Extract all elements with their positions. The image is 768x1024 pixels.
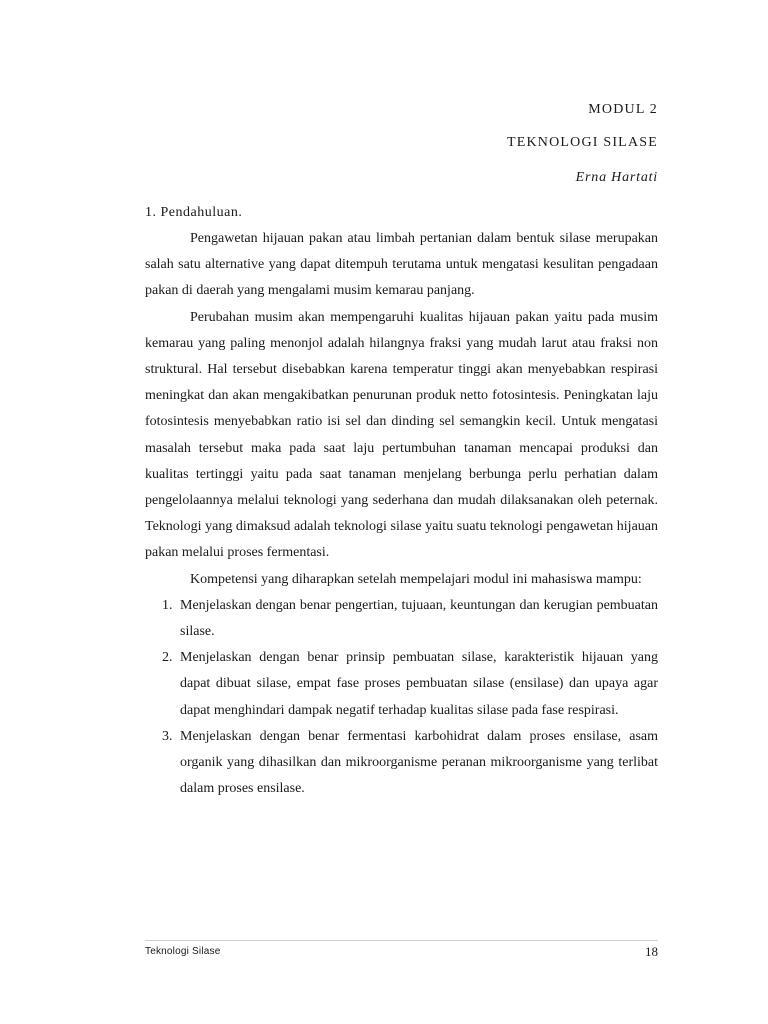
section-heading: 1. Pendahuluan. [145,205,243,220]
paragraph-3: Kompetensi yang diharapkan setelah mempelajari modul ini mahasiswa mampu: [190,571,642,587]
list-item-text: Menjelaskan dengan benar prinsip pembuatan silase, karakteristik hijauan yang dapat dibuat silase, empat fase proses pembuatan silase (ensilase) dan upaya agar dapat menghindari dampak negatif terhadap kualitas silase pada fase respirasi. [180,650,658,718]
list-item-number: 1. [162,597,173,613]
list-item [145,645,658,724]
paragraph-1: Pengawetan hijauan pakan atau limbah pertanian dalam bentuk silase merupakan salah satu alternative yang dapat ditempuh terutama untuk mengatasi kesulitan pengadaan pakan di daerah yang mengalami musim kemarau panjang. [145,231,658,299]
list-item [145,593,658,645]
module-label: MODUL 2 [588,102,658,117]
list-item [145,724,658,803]
page-number: 18 [645,944,658,959]
paragraph-2: Perubahan musim akan mempengaruhi kualitas hijauan pakan yaitu pada musim kemarau yang paling menonjol adalah hilangnya fraksi yang mudah larut atau fraksi non struktural. Hal tersebut disebabkan karena temperatur tinggi akan menyebabkan respirasi meningkat dan akan mengakibatkan penurunan produk netto fotosintesis. Peningkatan laju fotosintesis menyebabkan ratio isi sel dan dinding sel semangkin kecil. Untuk mengatasi masalah tersebut maka pada saat laju pertumbuhan tanaman mencapai produksi dan kualitas tertinggi yaitu pada saat tanaman menjelang berbunga perlu perhatian dalam pengelolaannya melalui teknologi yang sederhana dan mudah dilaksanakan oleh peternak. Teknologi yang dimaksud adalah teknologi silase yaitu suatu teknologi pengawetan hijauan pakan melalui proses fermentasi. [145,309,658,561]
competency-list [145,593,658,803]
author-name: Erna Hartati [575,170,658,185]
list-item-number: 3. [162,728,173,744]
list-item-number: 2. [162,650,173,666]
module-title: TEKNOLOGI SILASE [506,135,658,150]
list-item-text: Menjelaskan dengan benar pengertian, tujuaan, keuntungan dan kerugian pembuatan silase. [180,597,658,640]
footer-divider [145,940,658,941]
footer-running-title: Teknologi Silase [145,946,221,957]
body-text [145,226,658,802]
list-item-text: Menjelaskan dengan benar fermentasi karbohidrat dalam proses ensilase, asam organik yang dihasilkan dan mikroorganisme peranan mikroorganisme yang terlibat dalam proses ensilase. [180,728,658,797]
